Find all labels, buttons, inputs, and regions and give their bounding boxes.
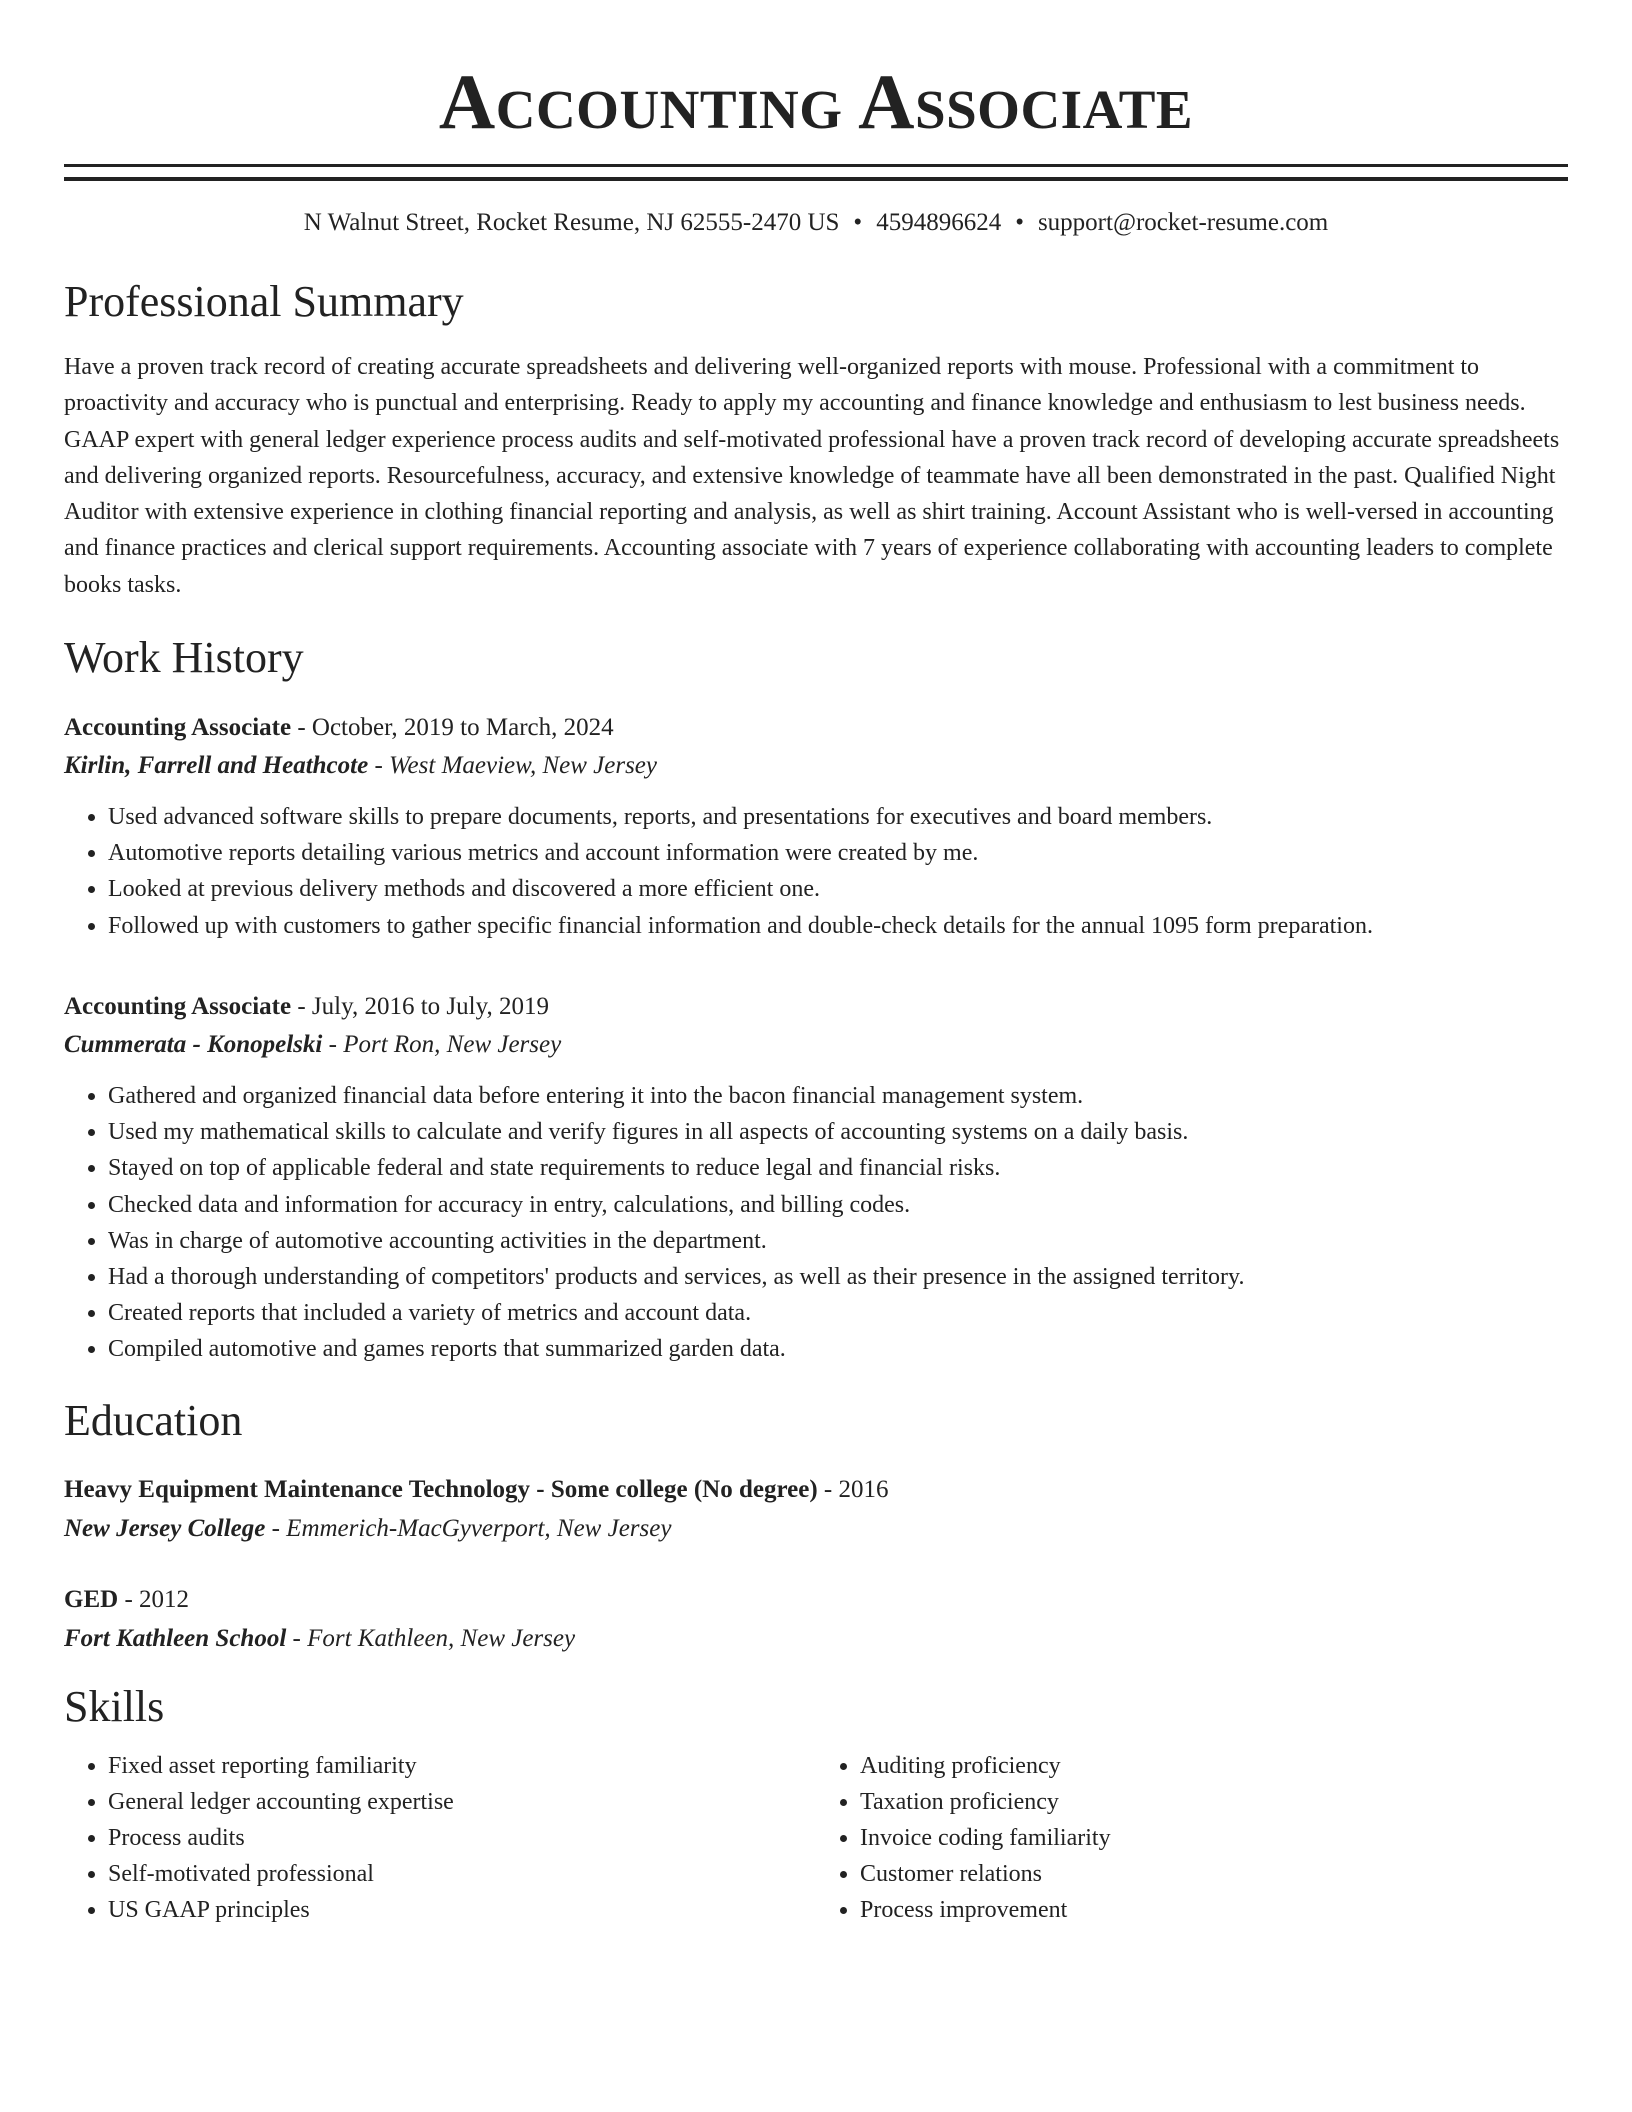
contact-line (64, 207, 1568, 239)
job-location: - Port Ron, New Jersey (322, 1030, 562, 1058)
skills-heading: Skills (64, 1681, 165, 1731)
resume-name: Accounting Associate (438, 58, 1194, 145)
list-item: • Invoice coding familiarity (860, 1820, 1568, 1856)
list-item: • Looked at previous delivery methods and discovered a more efficient one. (108, 871, 1568, 907)
education-entry (64, 1470, 1568, 1548)
job-title-line (64, 709, 1568, 747)
job-company-line (64, 1026, 1568, 1064)
header-divider (64, 164, 1568, 181)
job-duties-list (64, 799, 1568, 944)
contact-address: N Walnut Street, Rocket Resume, NJ 62555-2470 US (303, 209, 840, 236)
list-item: • Used my mathematical skills to calculate and verify figures in all aspects of accounting systems on a daily basis. (108, 1114, 1568, 1150)
list-item: • Stayed on top of applicable federal and state requirements to reduce legal and financial risks. (108, 1150, 1568, 1186)
contact-phone: 4594896624 (876, 209, 1002, 236)
education-location: - Emmerich-MacGyverport, New Jersey (265, 1514, 672, 1542)
skills-list-left (64, 1748, 816, 1929)
education-entry (64, 1580, 1568, 1658)
job-entry (64, 988, 1568, 1368)
list-item: • Followed up with customers to gather specific financial information and double-check details for the annual 1095 form preparation. (108, 908, 1568, 944)
education-year: - 2012 (118, 1585, 190, 1613)
education-school-line (64, 1510, 1568, 1548)
list-item: • Gathered and organized financial data before entering it into the bacon financial management system. (108, 1078, 1568, 1114)
education-school: New Jersey College (64, 1514, 266, 1542)
list-item: • Auditing proficiency (860, 1748, 1568, 1784)
list-item: • Taxation proficiency (860, 1784, 1568, 1820)
list-item: • US GAAP principles (108, 1892, 816, 1928)
summary-text: Have a proven track record of creating accurate spreadsheets and delivering well-organized reports with mouse. Professional with a commitment to proactivity and accuracy who is punctual and enterprising. Ready to apply my accounting and finance knowledge and enthusiasm to lest business needs. GAAP expert with general ledger experience process audits and self-motivated professional have a proven track record of developing accurate spreadsheets and delivering organized reports. Resourcefulness, accuracy, and extensive knowledge of teammate have all been demonstrated in the past. Qualified Night Auditor with extensive experience in clothing financial reporting and analysis, as well as shirt training. Account Assistant who is well-versed in accounting and finance practices and clerical support requirements. Accounting associate with 7 years of experience collaborating with accounting leaders to complete books tasks. (64, 354, 1560, 598)
education-location: - Fort Kathleen, New Jersey (286, 1624, 576, 1652)
list-item: • Self-motivated professional (108, 1856, 816, 1892)
education-degree: GED (64, 1585, 119, 1613)
list-item: • Automotive reports detailing various metrics and account information were created by me. (108, 835, 1568, 871)
job-role: Accounting Associate (64, 714, 292, 742)
work-history-heading: Work History (64, 633, 304, 683)
contact-email: support@rocket-resume.com (1037, 209, 1329, 236)
contact-separator: • (1015, 209, 1024, 236)
job-company: Kirlin, Farrell and Heathcote (64, 752, 369, 780)
job-company: Cummerata - Konopelski (64, 1030, 323, 1058)
education-degree: Heavy Equipment Maintenance Technology - Some college (No degree) (64, 1475, 818, 1503)
list-item: • Checked data and information for accuracy in entry, calculations, and billing codes. (108, 1187, 1568, 1223)
job-entry (64, 709, 1568, 944)
list-item: • Created reports that included a variety of metrics and account data. (108, 1295, 1568, 1331)
list-item: • Compiled automotive and games reports that summarized garden data. (108, 1331, 1568, 1367)
education-school: Fort Kathleen School (64, 1624, 287, 1652)
job-company-line (64, 747, 1568, 785)
job-title-line (64, 988, 1568, 1026)
skills-list-right (816, 1748, 1568, 1929)
list-item: • Had a thorough understanding of competitors' products and services, as well as their presence in the assigned territory. (108, 1259, 1568, 1295)
education-year: - 2016 (817, 1475, 889, 1503)
job-dates: - October, 2019 to March, 2024 (291, 714, 614, 742)
education-school-line (64, 1620, 1568, 1658)
contact-separator: • (853, 209, 863, 236)
list-item: • Fixed asset reporting familiarity (108, 1748, 816, 1784)
list-item: • Used advanced software skills to prepare documents, reports, and presentations for executives and board members. (108, 799, 1568, 835)
job-role: Accounting Associate (64, 992, 292, 1020)
list-item: • Was in charge of automotive accounting activities in the department. (108, 1223, 1568, 1259)
list-item: • Customer relations (860, 1856, 1568, 1892)
list-item: • General ledger accounting expertise (108, 1784, 816, 1820)
summary-heading: Professional Summary (64, 277, 464, 326)
education-heading: Education (64, 1395, 243, 1445)
list-item: • Process improvement (860, 1892, 1568, 1928)
list-item: • Process audits (108, 1820, 816, 1856)
job-duties-list (64, 1078, 1568, 1368)
job-dates: - July, 2016 to July, 2019 (291, 992, 549, 1020)
education-degree-line (64, 1470, 1568, 1510)
skills-columns (64, 1748, 1568, 1929)
job-location: - West Maeview, New Jersey (368, 752, 657, 780)
education-degree-line (64, 1580, 1568, 1620)
